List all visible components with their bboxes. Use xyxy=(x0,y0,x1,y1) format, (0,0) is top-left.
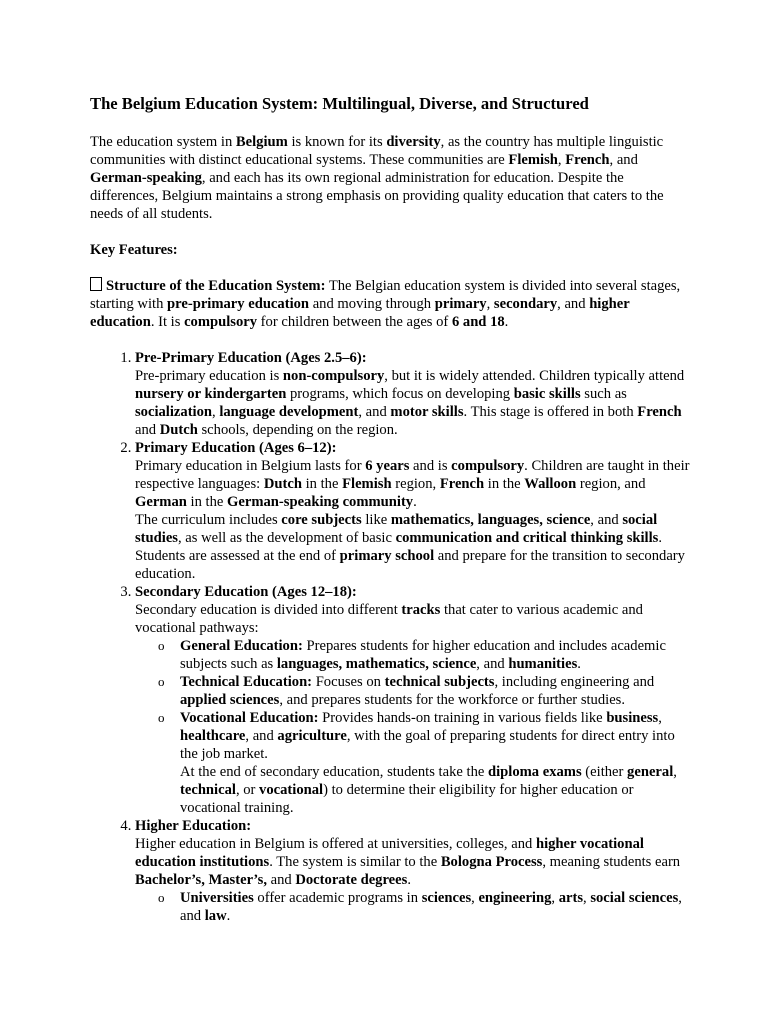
stage-item xyxy=(135,349,690,439)
text-run: , as well as the development of basic xyxy=(177,530,396,546)
text-run: and moving through xyxy=(309,296,435,312)
text-run: region, xyxy=(391,476,440,492)
sub-paragraph xyxy=(180,709,690,763)
bold-text: compulsory xyxy=(184,314,258,330)
bold-text: tracks xyxy=(401,602,441,618)
bold-text: non-compulsory xyxy=(282,368,385,384)
text-run: that cater to various academic and vocational pathways: xyxy=(135,602,643,636)
text-run: and is xyxy=(409,458,452,474)
bullet-icon: o xyxy=(158,710,165,725)
text-run: Pre-primary education is xyxy=(135,368,283,384)
text-run: like xyxy=(361,512,391,528)
sub-paragraph xyxy=(180,637,690,673)
text-run: , and each has its own regional administration for education. Despite the differences, Belgium maintains a strong emphasis on providing quality education that caters to the needs of all students. xyxy=(90,170,664,222)
bold-text: language development xyxy=(219,404,359,420)
text-run: The education system in xyxy=(90,134,236,150)
text-run: , but it is widely attended. Children typically attend xyxy=(384,368,685,384)
bold-text: Flemish xyxy=(508,152,558,168)
bold-text: engineering xyxy=(478,890,552,906)
bold-text: Bachelor’s, Master’s, xyxy=(135,872,267,888)
text-run: , xyxy=(212,404,220,420)
bold-text: 6 and 18 xyxy=(451,314,505,330)
bold-text: diploma exams xyxy=(488,764,582,780)
text-run: ) to determine their eligibility for higher education or vocational training. xyxy=(180,782,634,816)
text-run: region, and xyxy=(576,476,646,492)
document-title: The Belgium Education System: Multilingual, Diverse, and Structured xyxy=(90,94,589,113)
text-run: At the end of secondary education, students take the xyxy=(180,764,488,780)
bold-text: Dutch xyxy=(263,476,302,492)
stage-paragraph xyxy=(135,511,690,583)
bold-text: Belgium xyxy=(235,134,288,150)
bold-text: primary xyxy=(434,296,487,312)
bold-text: diversity xyxy=(386,134,441,150)
bold-text: 6 years xyxy=(365,458,410,474)
text-run: in the xyxy=(301,476,343,492)
bullet-icon: o xyxy=(158,638,165,653)
bold-text: agriculture xyxy=(277,728,347,744)
bold-text: Dutch xyxy=(159,422,198,438)
text-run: . xyxy=(413,494,417,510)
sub-list-item xyxy=(158,709,690,817)
text-run: , xyxy=(471,890,479,906)
sub-paragraph xyxy=(180,889,690,925)
bold-text: arts xyxy=(558,890,584,906)
text-run: . Children are taught in their respective languages: xyxy=(135,458,690,492)
stage-title: 4. Higher Education: xyxy=(135,818,252,834)
text-run: . Students are assessed at the end of xyxy=(135,530,662,564)
text-run: in the xyxy=(186,494,228,510)
bold-text: primary school xyxy=(339,548,435,564)
text-run: , and xyxy=(557,296,590,312)
text-run: The Belgian education system is divided into several stages, starting with xyxy=(90,278,681,312)
structure-paragraph xyxy=(90,277,690,331)
text-run: and prepare for the transition to secondary education. xyxy=(135,548,685,582)
sub-list xyxy=(135,637,690,817)
text-run: (either xyxy=(581,764,628,780)
bold-text: higher education xyxy=(90,296,630,330)
text-run: , and xyxy=(476,656,509,672)
bold-text: Technical Education: xyxy=(180,674,313,690)
bold-text: motor skills xyxy=(390,404,464,420)
bold-text: healthcare xyxy=(180,728,246,744)
text-run: . xyxy=(504,314,509,330)
stage-item xyxy=(135,439,690,583)
text-run: , and xyxy=(358,404,391,420)
stage-item xyxy=(135,583,690,817)
text-run: for children between the ages of xyxy=(257,314,452,330)
text-run: . This stage is offered in both xyxy=(463,404,638,420)
bold-text: basic skills xyxy=(513,386,581,402)
text-run: , as the country has multiple linguistic communities with distinct educational systems. These communities are xyxy=(90,134,664,168)
sub-list-item xyxy=(158,637,690,673)
bold-text: technical subjects xyxy=(384,674,495,690)
text-run: , and xyxy=(245,728,278,744)
bold-text: compulsory xyxy=(451,458,525,474)
bold-text: vocational xyxy=(259,782,324,798)
text-run: . xyxy=(226,908,231,924)
bold-text: mathematics, languages, science xyxy=(390,512,591,528)
text-run: Prepares students for higher education and includes academic subjects such as xyxy=(180,638,666,672)
text-run: , or xyxy=(235,782,260,798)
bold-text: Vocational Education: xyxy=(180,710,319,726)
text-run: , and xyxy=(590,512,623,528)
bold-text: Flemish xyxy=(342,476,392,492)
sub-paragraph xyxy=(180,673,690,709)
bold-text: Structure of the Education System: xyxy=(106,278,326,294)
text-run: . xyxy=(577,656,581,672)
text-run: , and xyxy=(180,890,682,924)
text-run: Higher education in Belgium is offered at universities, colleges, and xyxy=(135,836,536,852)
text-run: Primary education in Belgium lasts for xyxy=(135,458,366,474)
text-run: . It is xyxy=(150,314,185,330)
education-stages-list xyxy=(90,349,690,925)
missing-glyph-icon xyxy=(90,277,102,291)
stage-paragraph xyxy=(135,601,690,637)
bold-text: Universities xyxy=(180,890,254,906)
stage-title: 1. Pre-Primary Education (Ages 2.5–6): xyxy=(135,350,367,366)
text-run: . The system is similar to the xyxy=(269,854,441,870)
bold-text: social studies xyxy=(135,512,658,546)
text-run: Provides hands-on training in various fields like xyxy=(318,710,607,726)
bold-text: technical xyxy=(180,782,236,798)
bold-text: core subjects xyxy=(281,512,362,528)
bold-text: law xyxy=(204,908,227,924)
text-run: such as xyxy=(580,386,627,402)
text-run: programs, which focus on developing xyxy=(286,386,514,402)
text-run: The curriculum includes xyxy=(135,512,282,528)
bold-text: Bologna Process xyxy=(440,854,543,870)
bold-text: nursery or kindergarten xyxy=(135,386,287,402)
text-run: , xyxy=(486,296,494,312)
bold-text: French xyxy=(565,152,610,168)
bold-text: business xyxy=(606,710,659,726)
stage-paragraph xyxy=(135,367,690,439)
text-run: , xyxy=(557,152,566,168)
bold-text: humanities xyxy=(508,656,578,672)
bold-text: languages, mathematics, science xyxy=(276,656,477,672)
sub-paragraph xyxy=(180,763,690,817)
text-run: Secondary education is divided into different xyxy=(135,602,402,618)
text-run: , with the goal of preparing students for direct entry into the job market. xyxy=(180,728,675,762)
bold-text: German xyxy=(135,494,187,510)
bold-text: pre-primary education xyxy=(167,296,310,312)
text-run: and xyxy=(135,422,160,438)
text-run: and xyxy=(266,872,296,888)
bold-text: secondary xyxy=(493,296,558,312)
sub-list-item xyxy=(158,889,690,925)
sub-list xyxy=(135,889,690,925)
bold-text: French xyxy=(637,404,682,420)
bold-text: German-speaking xyxy=(90,170,202,186)
intro-paragraph xyxy=(90,133,690,223)
text-run: in the xyxy=(484,476,525,492)
bold-text: Walloon xyxy=(524,476,577,492)
stage-item xyxy=(135,817,690,925)
text-run: , xyxy=(673,764,677,780)
text-run: offer academic programs in xyxy=(253,890,422,906)
text-run: , meaning students earn xyxy=(542,854,681,870)
bold-text: General Education: xyxy=(180,638,303,654)
structure-text xyxy=(90,278,680,330)
stage-paragraph xyxy=(135,457,690,511)
stage-paragraph xyxy=(135,835,690,889)
text-run: , xyxy=(551,890,559,906)
text-run: , xyxy=(583,890,591,906)
bold-text: communication and critical thinking skills xyxy=(395,530,659,546)
stage-title: 2. Primary Education (Ages 6–12): xyxy=(135,440,337,456)
bold-text: socialization xyxy=(135,404,213,420)
text-run: schools, depending on the region. xyxy=(197,422,398,438)
bullet-icon: o xyxy=(158,674,165,689)
bold-text: applied sciences xyxy=(180,692,280,708)
text-run: , xyxy=(658,710,662,726)
bold-text: higher vocational education institutions xyxy=(135,836,644,870)
stage-title: 3. Secondary Education (Ages 12–18): xyxy=(135,584,357,600)
text-run: is known for its xyxy=(287,134,387,150)
text-run: , and xyxy=(609,152,638,168)
bold-text: German-speaking community xyxy=(227,494,414,510)
text-run: , and prepares students for the workforce or further studies. xyxy=(279,692,626,708)
bold-text: social sciences xyxy=(590,890,679,906)
bold-text: Doctorate degrees xyxy=(295,872,408,888)
document-body xyxy=(90,94,690,925)
text-run: Focuses on xyxy=(312,674,385,690)
key-features-heading: Key Features: xyxy=(90,242,178,258)
bold-text: sciences xyxy=(421,890,472,906)
sub-list-item xyxy=(158,673,690,709)
text-run: . xyxy=(407,872,411,888)
bold-text: French xyxy=(439,476,485,492)
text-run: , including engineering and xyxy=(494,674,655,690)
bullet-icon: o xyxy=(158,890,165,905)
bold-text: general xyxy=(627,764,674,780)
